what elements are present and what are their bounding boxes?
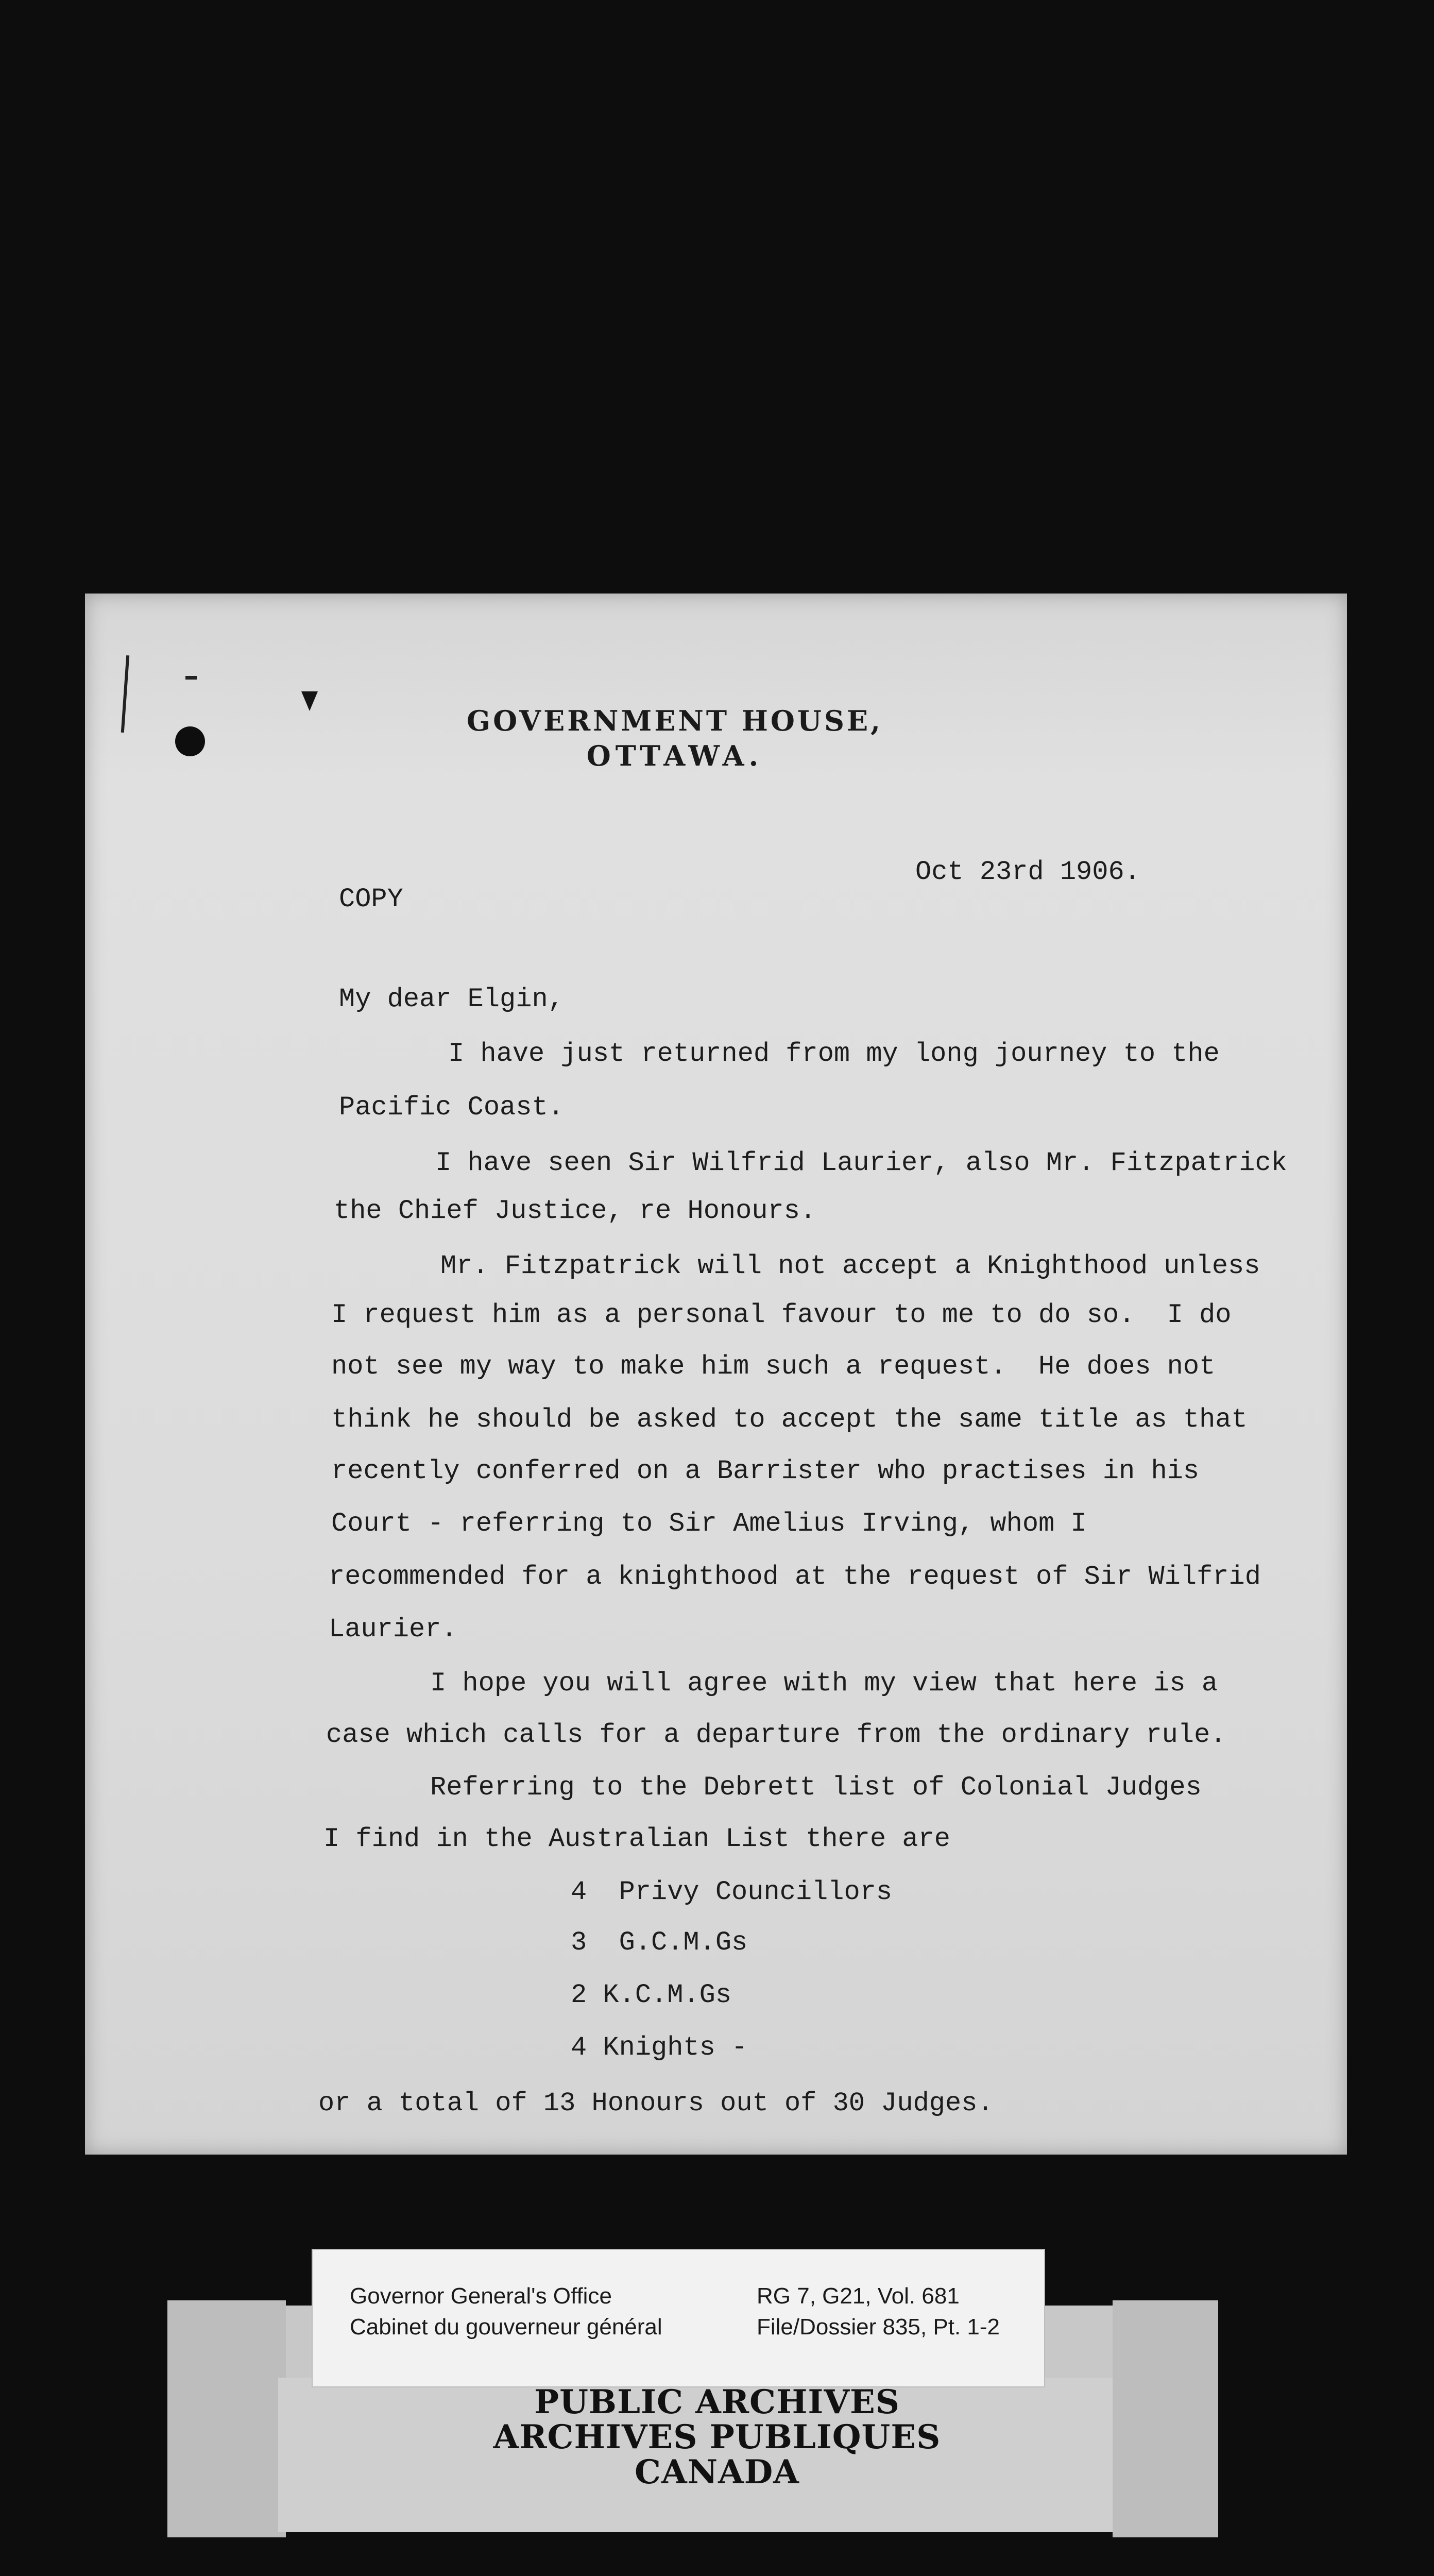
archives-stamp-line: CANADA — [635, 2453, 799, 2492]
body-line: Laurier. — [329, 1614, 457, 1645]
copy-mark: COPY — [339, 884, 403, 914]
body-line: Pacific Coast. — [339, 1092, 564, 1123]
body-line: I have just returned from my long journey to the — [448, 1039, 1220, 1069]
body-line: Mr. Fitzpatrick will not accept a Knighthood unless — [440, 1251, 1260, 1281]
honours-list-item: 4 Knights - — [571, 2032, 748, 2063]
archives-stamp-line: ARCHIVES PUBLIQUES — [493, 2418, 941, 2456]
honours-list-item: 3 G.C.M.Gs — [571, 1927, 748, 1958]
edge-dash-mark — [185, 676, 197, 680]
salutation: My dear Elgin, — [339, 984, 564, 1014]
body-line: I hope you will agree with my view that here is a — [430, 1668, 1218, 1699]
body-line: recently conferred on a Barrister who practises in his — [331, 1456, 1200, 1486]
honours-list-item: 4 Privy Councillors — [571, 1877, 893, 1907]
body-line: I find in the Australian List there are — [323, 1824, 950, 1854]
body-line: the Chief Justice, re Honours. — [334, 1196, 816, 1226]
office-name-en: Governor General's Office — [350, 2283, 612, 2309]
body-line: not see my way to make him such a request. He does not — [331, 1351, 1216, 1382]
body-line: Court - referring to Sir Amelius Irving, whom I — [331, 1509, 1087, 1539]
office-name-fr: Cabinet du gouverneur général — [350, 2314, 662, 2340]
letter-sheet — [85, 594, 1347, 2155]
file-reference: File/Dossier 835, Pt. 1-2 — [757, 2314, 1000, 2340]
closing-line: or a total of 13 Honours out of 30 Judges. — [318, 2088, 994, 2119]
record-group-reference: RG 7, G21, Vol. 681 — [757, 2283, 960, 2309]
body-line: case which calls for a departure from the ordinary rule. — [326, 1720, 1226, 1750]
letterhead-title: GOVERNMENT HOUSE, — [467, 704, 883, 737]
honours-list-item: 2 K.C.M.Gs — [571, 1980, 732, 2010]
body-line: think he should be asked to accept the same title as that — [331, 1404, 1248, 1435]
archive-reference-card — [312, 2249, 1045, 2387]
letterhead-city: OTTAWA. — [586, 739, 763, 772]
body-line: I request him as a personal favour to me to do so. I do — [331, 1300, 1232, 1330]
body-line: I have seen Sir Wilfrid Laurier, also Mr. Fitzpatrick — [435, 1148, 1287, 1178]
body-line: Referring to the Debrett list of Colonial Judges — [430, 1772, 1202, 1803]
letter-date: Oct 23rd 1906. — [915, 857, 1140, 887]
archives-stamp-line: PUBLIC ARCHIVES — [534, 2383, 900, 2421]
body-line: recommended for a knighthood at the request of Sir Wilfrid — [329, 1562, 1261, 1592]
